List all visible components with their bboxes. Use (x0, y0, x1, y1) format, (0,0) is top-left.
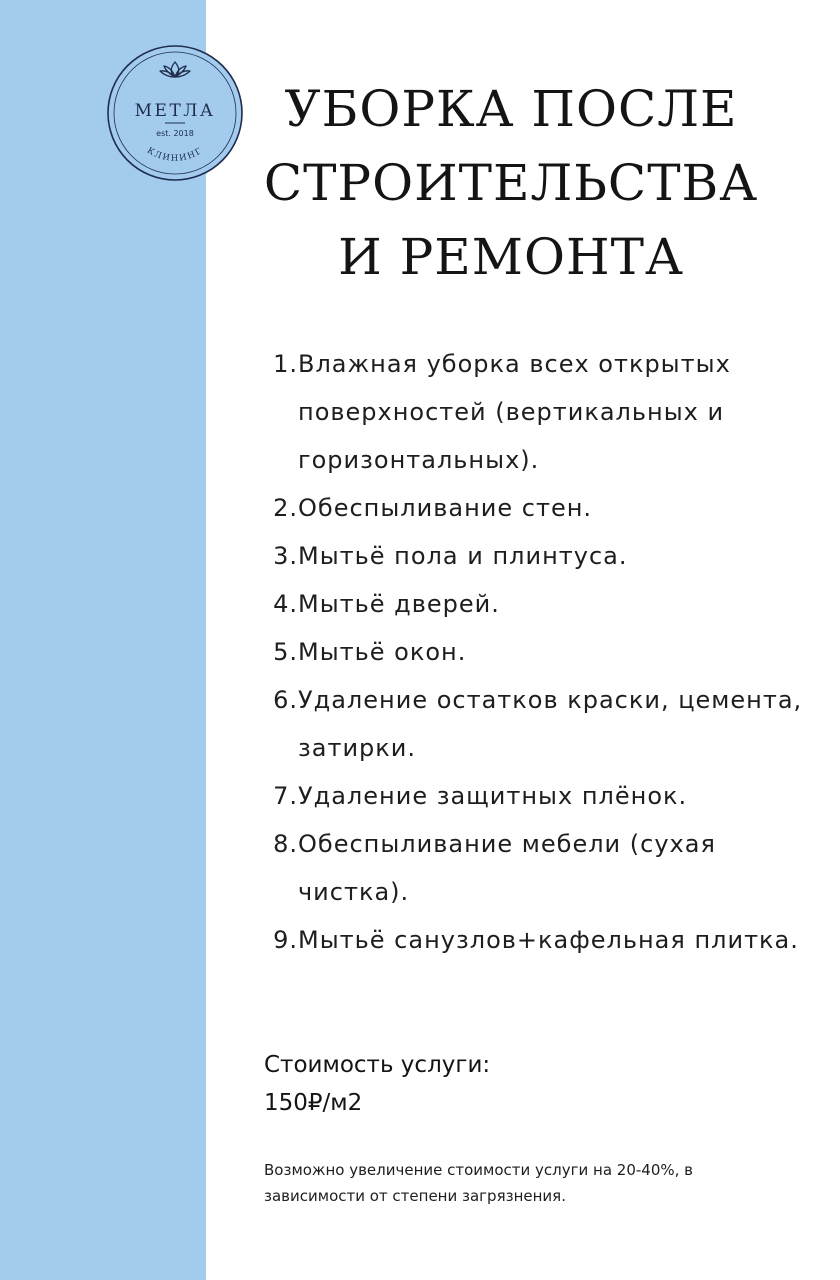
service-item (266, 676, 806, 772)
service-number: 5. (273, 638, 298, 666)
price-note: Возможно увеличение стоимости услуги на 20-40%, в зависимости от степени загрязнения. (264, 1161, 694, 1205)
service-item (266, 772, 806, 820)
service-item (266, 484, 806, 532)
service-number: 4. (273, 590, 298, 618)
service-text: Мытьё санузлов+кафельная плитка. (298, 926, 799, 954)
service-number: 7. (273, 782, 298, 810)
service-item (266, 916, 806, 964)
title-line-2: СТРОИТЕЛЬСТВА (263, 154, 759, 212)
price-label: Стоимость услуги: (264, 1052, 491, 1078)
logo-est-text: est. 2018 (156, 129, 194, 138)
services-list (266, 340, 806, 964)
service-item (266, 820, 806, 916)
title-line-3: И РЕМОНТА (338, 228, 684, 286)
service-number: 1. (273, 350, 298, 378)
service-text: Влажная уборка всех открытых поверхностей (вертикальных и горизонтальных). (298, 350, 731, 474)
service-text: Мытьё окон. (298, 638, 467, 666)
service-number: 8. (273, 830, 298, 858)
title-line-1: УБОРКА ПОСЛЕ (284, 80, 738, 138)
service-item (266, 628, 806, 676)
service-number: 3. (273, 542, 298, 570)
service-text: Обеспыливание стен. (298, 494, 593, 522)
service-number: 9. (273, 926, 298, 954)
service-item (266, 580, 806, 628)
service-text: Удаление остатков краски, цемента, затирки. (298, 686, 803, 762)
price-block (264, 1046, 764, 1122)
service-number: 2. (273, 494, 298, 522)
logo-badge (106, 44, 244, 182)
service-text: Удаление защитных плёнок. (298, 782, 688, 810)
page-title (226, 72, 796, 294)
logo-brand-text: МЕТЛА (134, 101, 216, 121)
service-number: 6. (273, 686, 298, 714)
service-item (266, 532, 806, 580)
service-text: Мытьё дверей. (298, 590, 500, 618)
service-item (266, 340, 806, 484)
service-text: Мытьё пола и плинтуса. (298, 542, 628, 570)
logo-tagline-text: КЛИНИНГ (145, 145, 205, 164)
side-color-band (0, 0, 206, 1280)
service-text: Обеспыливание мебели (сухая чистка). (298, 830, 716, 906)
brand-logo (106, 44, 244, 182)
price-value: 150₽/м2 (264, 1090, 363, 1116)
